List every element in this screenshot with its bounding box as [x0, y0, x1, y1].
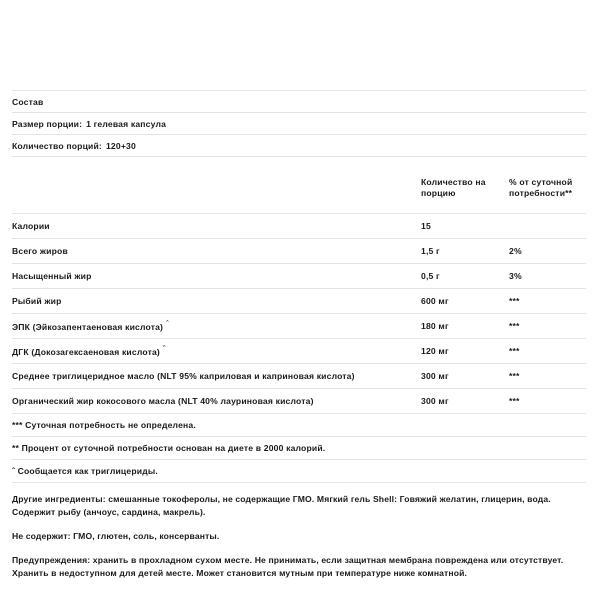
footnote-text: ˆ Сообщается как триглицериды. — [12, 466, 158, 476]
daily-value-cell: *** — [509, 289, 586, 314]
composition-heading-row — [12, 91, 586, 112]
footnote-row-daily-value-not-established — [12, 414, 586, 437]
heading-table-gap — [12, 157, 586, 171]
daily-value-cell — [509, 214, 586, 239]
amount-per-serving-cell: 15 — [421, 214, 509, 239]
daily-value-cell: 2% — [509, 239, 586, 264]
nutrient-name-cell: Насыщенный жир — [12, 264, 421, 289]
triglyceride-footnote-marker: ˆ — [162, 345, 166, 353]
serving-size-value: 1 гелевая капсула — [86, 118, 167, 129]
servings-per-container-label: Количество порций: — [12, 140, 102, 151]
amount-per-serving-cell: 1,5 г — [421, 239, 509, 264]
table-row — [12, 389, 586, 414]
table-row — [12, 289, 586, 314]
daily-value-cell: *** — [509, 339, 586, 364]
daily-value-cell: 3% — [509, 264, 586, 289]
other-ingredients-paragraph: Другие ингредиенты: смешанные токоферолы, не содержащие ГМО. Мягкий гель Shell: Говяжий желатин, глицерин, вода. Содержит рыбу (анчоус, сардина, макрель). — [12, 494, 551, 518]
serving-size-label: Размер порции: — [12, 118, 83, 129]
footnote-row-percent-basis — [12, 437, 586, 460]
amount-per-serving-cell: 300 мг — [421, 389, 509, 414]
daily-value-cell: *** — [509, 314, 586, 339]
table-row — [12, 214, 586, 239]
nutrient-name-cell: Органический жир кокосового масла (NLT 40% лауриновая кислота) — [12, 389, 421, 414]
footnote-row-triglycerides — [12, 460, 586, 483]
nutrient-name-cell: Калории — [12, 214, 421, 239]
serving-size-row — [12, 113, 586, 134]
nutrient-name-cell: ДГК (Докозагексаеновая кислота) $^ˆ$ — [12, 339, 421, 364]
amount-per-serving-cell: 0,5 г — [421, 264, 509, 289]
table-row — [12, 264, 586, 289]
warnings-paragraph: Предупреждения: хранить в прохладном сухом месте. Не принимать, если защитная мембрана повреждена или отсутствует. Хранить в недоступном для детей месте. Может становится мутным при температуре ниже комнатной. — [12, 555, 564, 579]
amount-per-serving-cell: 600 мг — [421, 289, 509, 314]
free-from-paragraph: Не содержит: ГМО, глютен, соль, консерванты. — [12, 531, 220, 542]
column-header-amount-per-serving: Количество на порцию — [421, 171, 509, 214]
nutrient-name-cell: Всего жиров — [12, 239, 421, 264]
nutrient-name-cell: Среднее триглицеридное масло (NLT 95% каприловая и каприновая кислота) — [12, 364, 421, 389]
top-spacer — [12, 0, 586, 90]
table-header-row — [12, 171, 586, 214]
table-row — [12, 314, 586, 339]
nutrient-name-cell: ЭПК (Эйкозапентаеновая кислота) $^ˆ$ — [12, 314, 421, 339]
amount-per-serving-cell: 180 мг — [421, 314, 509, 339]
bottom-text-block — [12, 483, 586, 580]
footnote-text: ** Процент от суточной потребности основан на диете в 2000 калорий. — [12, 443, 326, 453]
table-row — [12, 364, 586, 389]
table-header — [12, 171, 586, 214]
table-row — [12, 339, 586, 364]
daily-value-cell: *** — [509, 364, 586, 389]
footnote-text: *** Суточная потребность не определена. — [12, 420, 196, 430]
triglyceride-footnote-marker: ˆ — [166, 320, 169, 328]
column-header-daily-value: % от суточной потребности** — [509, 171, 586, 214]
amount-per-serving-cell: 300 мг — [421, 364, 509, 389]
daily-value-cell: *** — [509, 389, 586, 414]
column-header-nutrient — [12, 171, 421, 214]
servings-per-container-value: 120+30 — [105, 140, 136, 151]
composition-label: Состав — [12, 96, 44, 107]
table-body — [12, 214, 586, 414]
table-row — [12, 239, 586, 264]
servings-per-container-row — [12, 135, 586, 156]
nutrition-facts-table — [12, 171, 586, 414]
nutrient-name-cell: Рыбий жир — [12, 289, 421, 314]
amount-per-serving-cell: 120 мг — [421, 339, 509, 364]
